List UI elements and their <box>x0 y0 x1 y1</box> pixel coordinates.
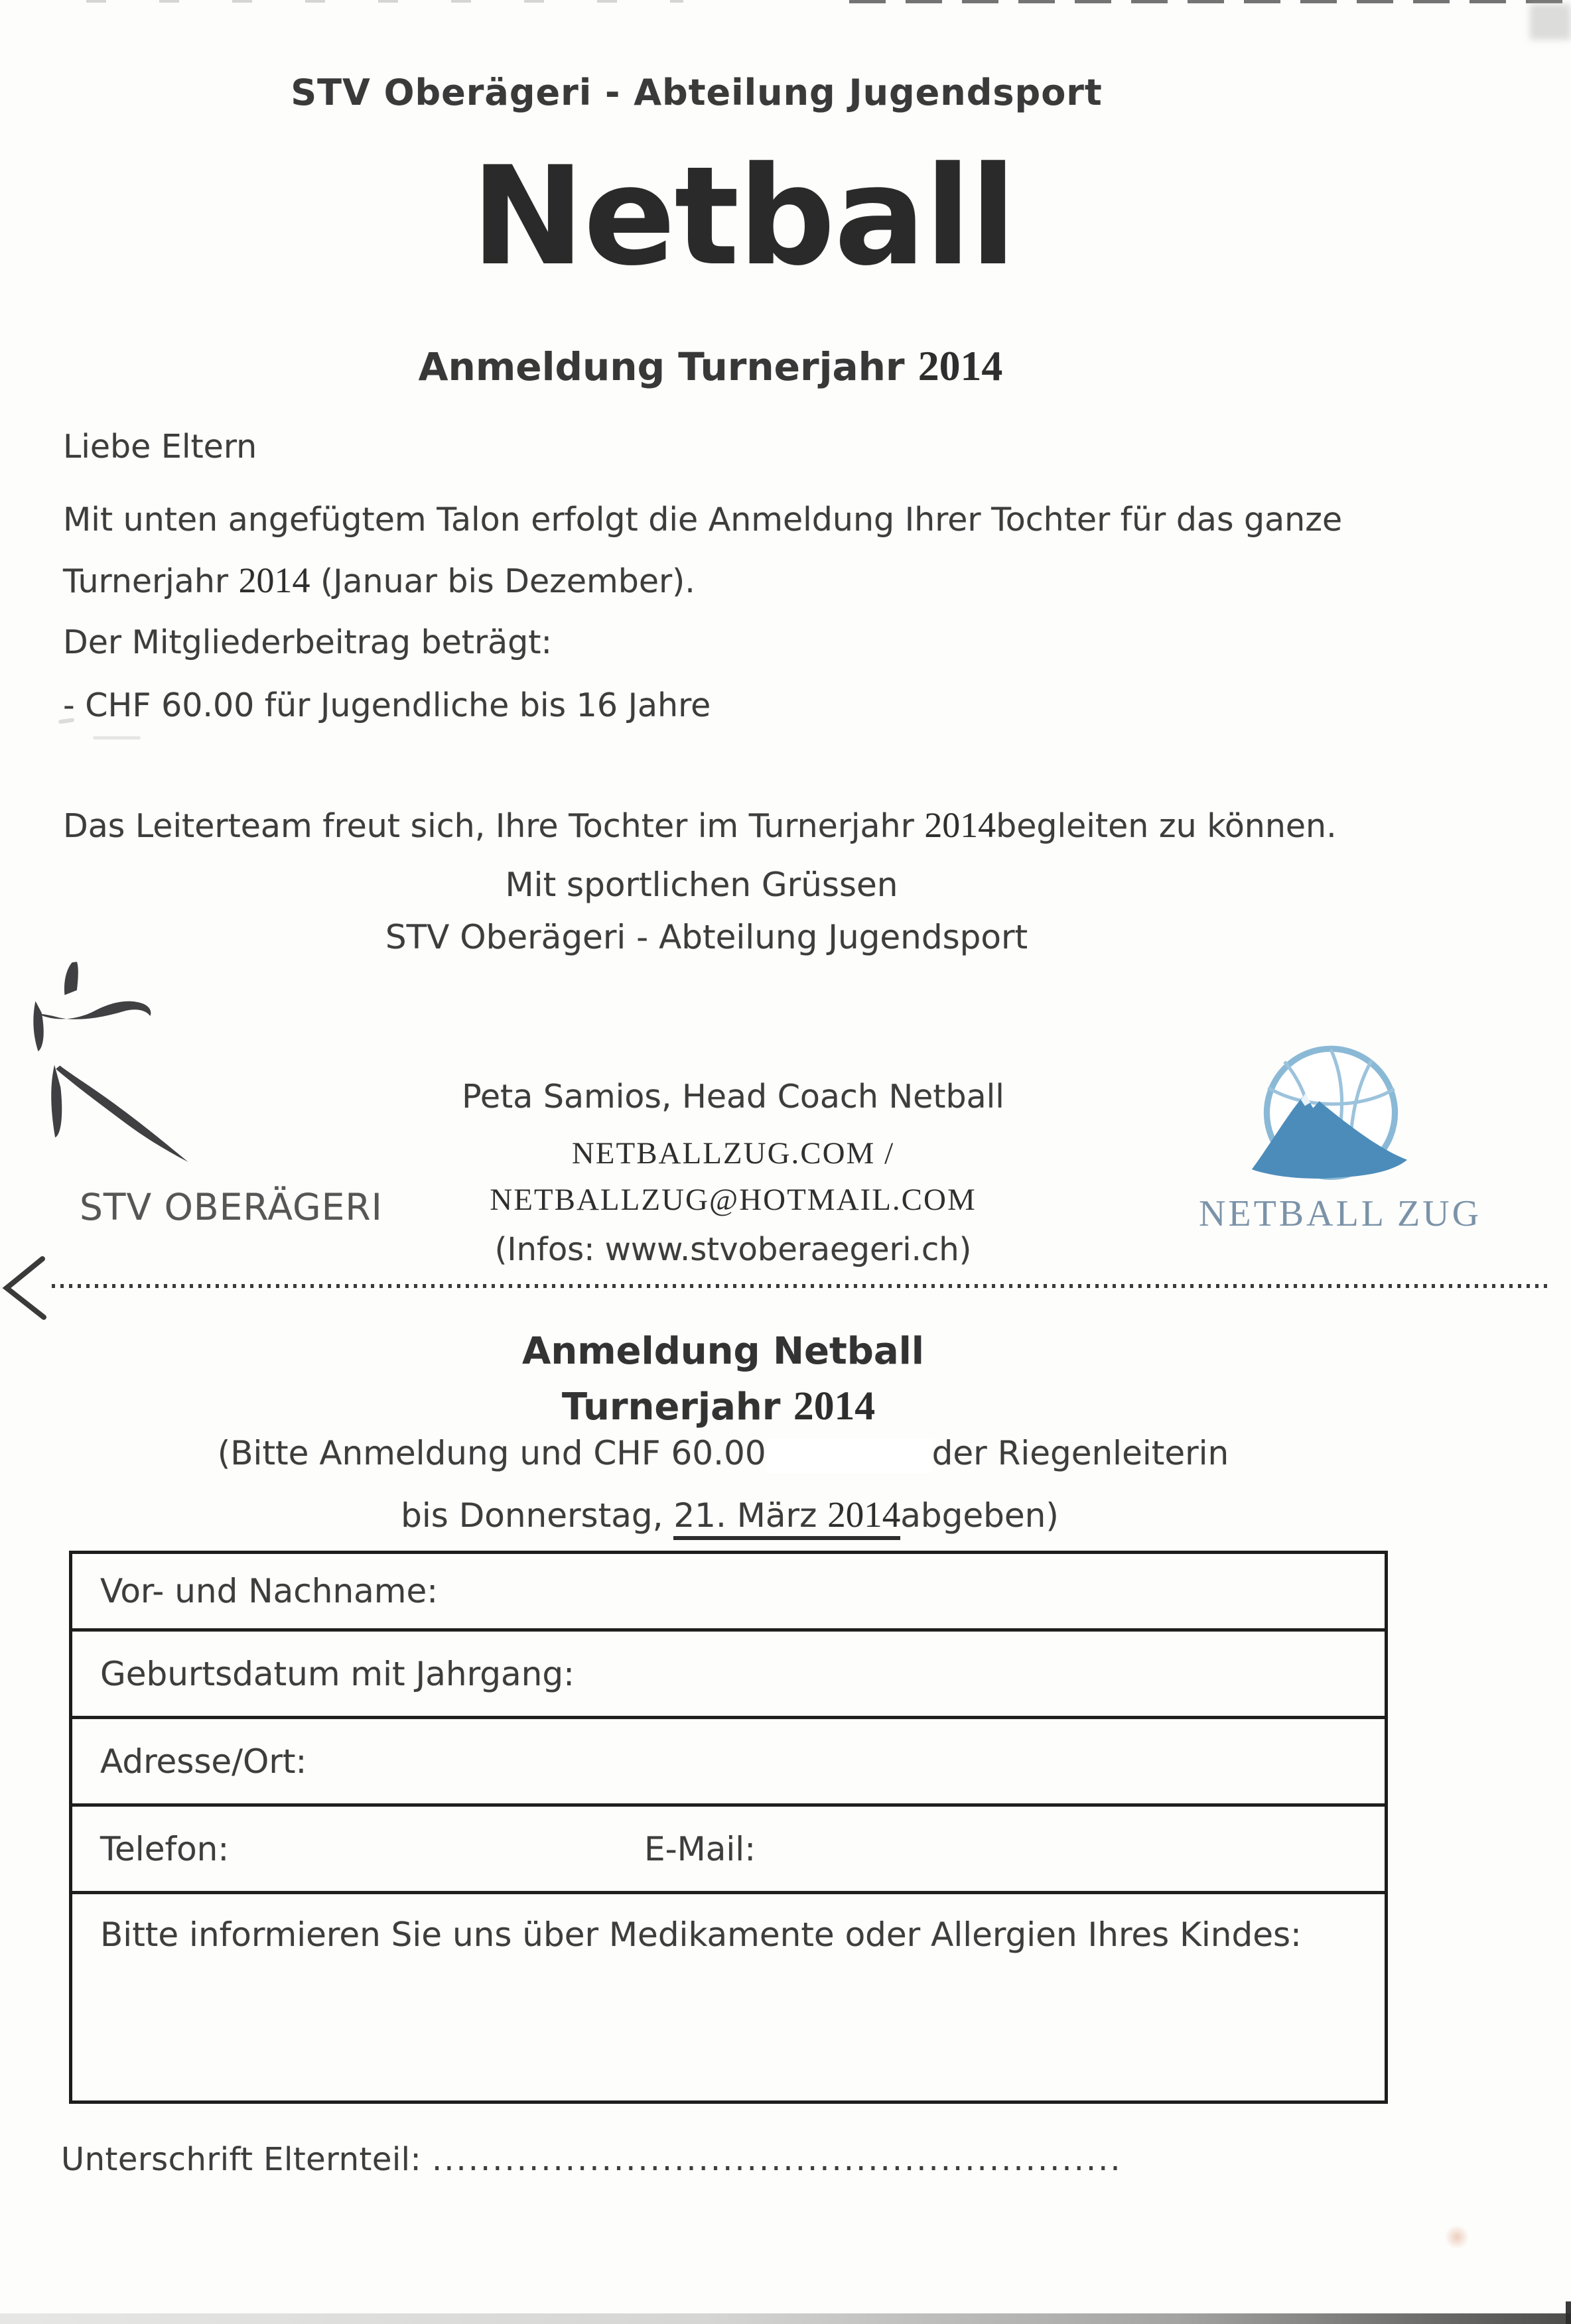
talon-note-1-right: der Riegenleiterin <box>931 1434 1229 1472</box>
talon-note-line-2 <box>0 1494 1460 1535</box>
netball-mountain-icon <box>1242 1043 1420 1193</box>
stv-logo-label: STV OBERÄGERI <box>80 1186 383 1228</box>
contact-website: NETBALLZUG.COM / <box>571 1136 895 1171</box>
intro-line-2-post: (Januar bis Dezember). <box>310 562 695 600</box>
cut-mark-icon <box>0 1256 48 1324</box>
deadline-year: 2014 <box>827 1494 901 1535</box>
stv-oberaegeri-logo <box>31 959 191 1166</box>
talon-note-2-post: abgeben) <box>900 1496 1059 1535</box>
fee-item: - CHF 60.00 für Jugendliche bis 16 Jahre <box>63 686 711 724</box>
talon-note-1-left: (Bitte Anmeldung und CHF 60.00 <box>217 1434 766 1472</box>
scan-artifact-bottom-edge <box>0 2313 1571 2324</box>
page-title: Netball <box>470 138 1016 296</box>
field-label-name: Vor- und Nachname: <box>100 1572 439 1610</box>
intro-line-2-pre: Turnerjahr <box>63 562 239 600</box>
team-line <box>63 799 1542 851</box>
scan-artifact-top-edge-light <box>86 0 683 3</box>
team-line-post: begleiten zu können. <box>996 807 1337 845</box>
talon-note-2-pre: bis Donnerstag, <box>401 1496 674 1535</box>
deadline-underlined <box>673 1496 900 1540</box>
scan-artifact-smudge <box>1444 2226 1470 2248</box>
field-label-phone: Telefon: <box>100 1829 230 1868</box>
intro-line-1: Mit unten angefügtem Talon erfolgt die Anmeldung Ihrer Tochter für das ganze <box>63 501 1343 539</box>
table-row-name <box>72 1554 1385 1628</box>
team-line-year: 2014 <box>924 805 996 845</box>
fee-heading: Der Mitgliederbeitrag beträgt: <box>63 623 552 661</box>
greeting: Liebe Eltern <box>63 428 257 466</box>
talon-subtitle-year: 2014 <box>793 1384 876 1429</box>
deadline-date: 21. März <box>673 1496 828 1535</box>
field-label-birthdate: Geburtsdatum mit Jahrgang: <box>100 1654 575 1693</box>
talon-subtitle-pre: Turnerjahr <box>561 1386 793 1429</box>
registration-table <box>69 1551 1388 2104</box>
subtitle-year: 2014 <box>918 342 1003 389</box>
subtitle-text: Anmeldung Turnerjahr <box>418 344 918 389</box>
page-subtitle <box>0 342 1421 391</box>
regards-line-2: STV Oberägeri - Abteilung Jugendsport <box>385 918 1028 956</box>
intro-line-2-year: 2014 <box>238 560 310 600</box>
talon-subtitle <box>0 1383 1437 1430</box>
table-row-birthdate <box>72 1628 1385 1716</box>
table-row-phone-email <box>72 1803 1385 1891</box>
field-label-email: E-Mail: <box>644 1829 756 1868</box>
table-row-medical <box>72 1891 1385 2094</box>
scan-artifact-speck <box>93 736 141 740</box>
signer-line: Peta Samios, Head Coach Netball <box>462 1078 1004 1116</box>
table-row-address <box>72 1716 1385 1803</box>
scan-artifact-corner-shade <box>1530 4 1571 40</box>
dotted-cut-line <box>52 1284 1552 1288</box>
regards-line-1: Mit sportlichen Grüssen <box>505 866 898 904</box>
intro-line-2 <box>63 554 1509 606</box>
netball-zug-logo <box>1242 1043 1420 1193</box>
field-label-medical: Bitte informieren Sie uns über Medikamente oder Allergien Ihres Kindes: <box>100 1915 1302 1954</box>
team-line-pre: Das Leiterteam freut sich, Ihre Tochter im Turnerjahr <box>63 807 925 845</box>
page-header: STV Oberägeri - Abteilung Jugendsport <box>291 72 1103 113</box>
erased-area <box>766 1439 932 1473</box>
talon-note-line-1 <box>0 1434 1446 1473</box>
scan-artifact-top-edge <box>849 0 1571 3</box>
contact-infos: (Infos: www.stvoberaegeri.ch) <box>494 1231 972 1268</box>
field-label-address: Adresse/Ort: <box>100 1742 307 1781</box>
contact-email: NETBALLZUG@HOTMAIL.COM <box>490 1183 977 1217</box>
signature-dotted-line: ......................................................... <box>431 2141 1123 2178</box>
talon-title: Anmeldung Netball <box>521 1330 925 1373</box>
signature-line <box>61 2141 1123 2178</box>
signature-label: Unterschrift Elternteil: <box>61 2141 422 2178</box>
stv-figure-icon <box>31 959 191 1166</box>
netball-zug-logo-label: NETBALL ZUG <box>1198 1193 1482 1234</box>
